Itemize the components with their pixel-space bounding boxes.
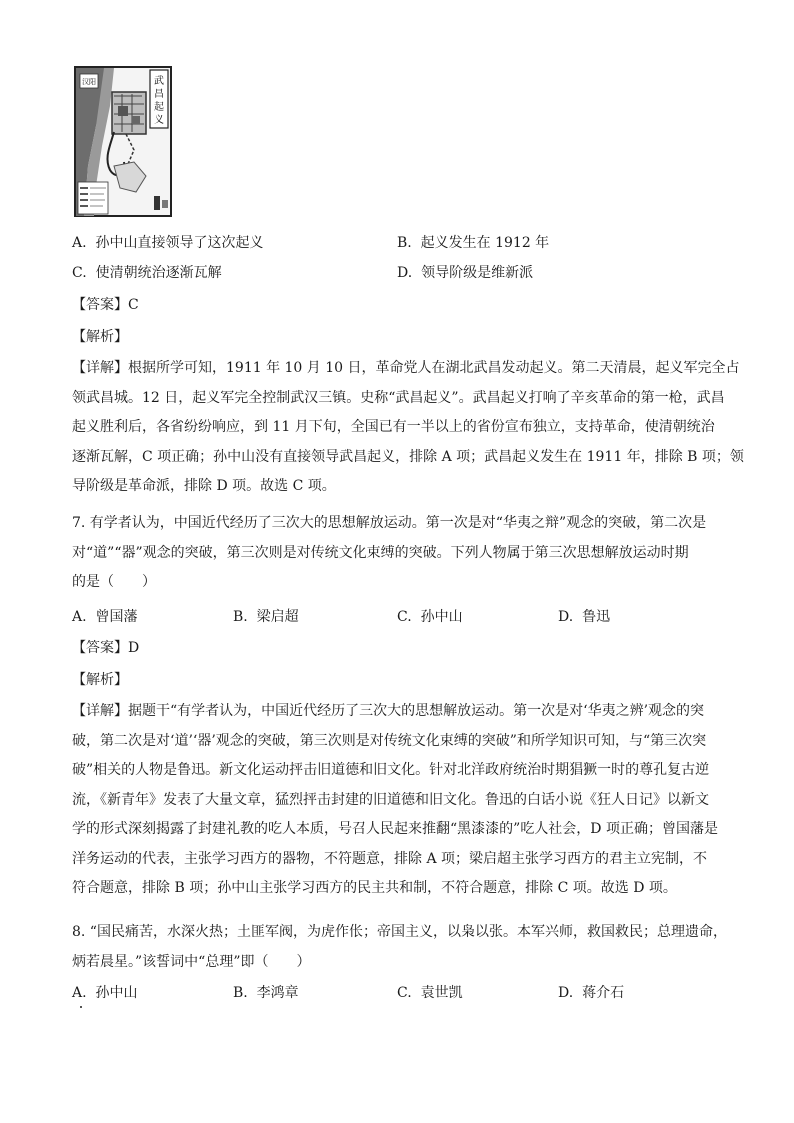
q7-detail-line: 学的形式深刻揭露了封建礼教的吃人本质，号召人民起来推翻“黑漆漆的”吃人社会，D 项正确；曾国藩是 (72, 821, 718, 837)
q7-stem-line: 的是（ ） (72, 574, 156, 590)
q6-detail-line: 领武昌城。12 日，起义军完全控制武汉三镇。史称“武昌起义”。武昌起义打响了辛亥革命的第一枪，武昌 (72, 389, 725, 406)
q7-detail-line: 符合题意，排除 B 项；孙中山主张学习西方的民主共和制，不符合题意，排除 C 项。故选 D 项。 (72, 880, 677, 896)
q7-stem (72, 509, 732, 598)
q7-detail-line: 破，第二次是对‘道’‘器’观念的突破，第三次则是对传统文化束缚的突破”和所学知识可知，与“第三次突 (72, 732, 707, 749)
q8-option-c: C. 袁世凯 (397, 985, 463, 1001)
q6-detail-line: 导阶级是革命派，排除 D 项。故选 C 项。 (72, 478, 336, 494)
q8-stem-line: 炳若晨星。”该誓词中“总理”即（ ） (72, 953, 311, 970)
q7-detail (72, 697, 732, 904)
q7-analysis-title: 【解析】 (72, 672, 128, 688)
q6-option-b: B. 起义发生在 1912 年 (397, 235, 550, 251)
q7-detail-line: 流，《新青年》发表了大量文章，猛烈抨击封建的旧道德和旧文化。鲁迅的白话小说《狂人日记》以新文 (72, 791, 709, 808)
svg-text:汉阳: 汉阳 (82, 78, 96, 86)
q7-detail-line: 【详解】据题干“有学者认为，中国近代经历了三次大的思想解放运动。第一次是对‘华夷之辨’观念的突 (72, 703, 705, 719)
q7-option-c: C. 孙中山 (397, 609, 463, 625)
q8-option-d: D. 蒋介石 (558, 985, 625, 1001)
q8-option-b: B. 李鸿章 (233, 985, 299, 1001)
svg-text:义: 义 (154, 115, 164, 126)
q6-option-a: A. 孙中山直接领导了这次起义 (72, 235, 264, 251)
q7-detail-line: 洋务运动的代表，主张学习西方的器物，不符题意，排除 A 项；梁启超主张学习西方的君主立宪制，不 (72, 850, 708, 867)
wuchang-uprising-map (74, 66, 172, 217)
q6-analysis-title: 【解析】 (72, 329, 128, 345)
q6-detail-line: 起义胜利后，各省纷纷响应，到 11 月下旬，全国已有一半以上的省份宣布独立，支持革命，使清朝统治 (72, 419, 715, 435)
q6-detail-line: 逐渐瓦解，C 项正确；孙中山没有直接领导武昌起义，排除 A 项；武昌起义发生在 1911 年，排除 B 项；领 (72, 448, 744, 465)
map-title-char-1: 武 (154, 76, 164, 87)
q6-option-c: C. 使清朝统治逐渐瓦解 (72, 265, 222, 281)
q7-option-a: A. 曾国藩 (72, 609, 138, 625)
svg-text:昌: 昌 (154, 89, 164, 100)
q6-detail (72, 354, 744, 502)
svg-text:起: 起 (154, 102, 164, 113)
q7-stem-line: 7. 有学者认为，中国近代经历了三次大的思想解放运动。第一次是对“华夷之辩”观念的突破，第二次是 (72, 515, 707, 531)
q8-option-a: A. 孙中山 (72, 985, 138, 1001)
q7-answer: 【答案】D (72, 640, 140, 656)
q6-option-d: D. 领导阶级是维新派 (397, 265, 534, 281)
q8-stem (72, 918, 732, 977)
q6-answer: 【答案】C (72, 297, 139, 313)
q7-option-d: D. 鲁迅 (558, 609, 611, 625)
q6-detail-line: 【详解】根据所学可知，1911 年 10 月 10 日，革命党人在湖北武昌发动起义。第二天清晨，起义军完全占 (72, 360, 740, 376)
q7-detail-line: 破”相关的人物是鲁迅。新文化运动抨击旧道德和旧文化。针对北洋政府统治时期猖獗一时的尊孔复古逆 (72, 762, 710, 778)
scan-speck (80, 1006, 82, 1008)
q7-stem-line: 对“道”“器”观念的突破，第三次则是对传统文化束缚的突破。下列人物属于第三次思想解放运动时期 (72, 544, 689, 561)
q7-option-b: B. 梁启超 (233, 609, 299, 625)
q8-stem-line: 8. “国民痛苦，水深火热；土匪军阀，为虎作伥；帝国主义，以枭以张。本军兴师，救国救民；总理遗命， (72, 924, 727, 940)
